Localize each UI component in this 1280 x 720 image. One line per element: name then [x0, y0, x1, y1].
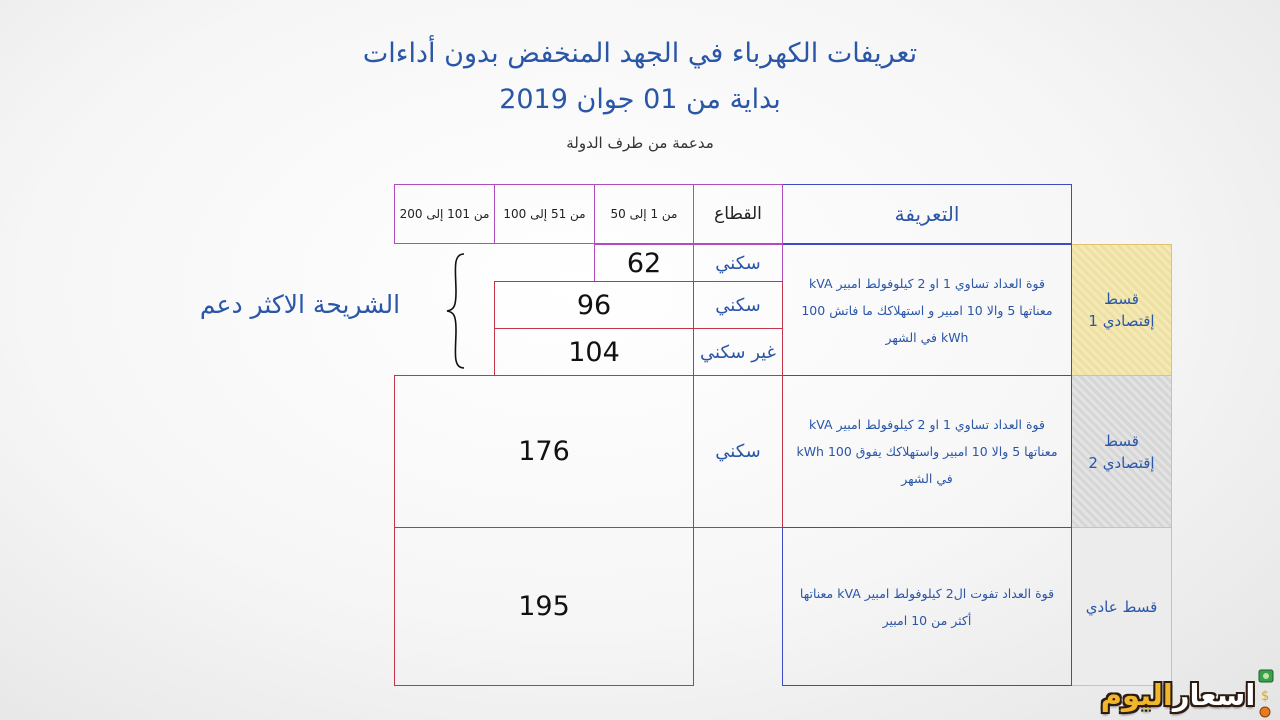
tier-2-sector: سكني	[693, 375, 783, 528]
page-title: تعريفات الكهرباء في الجهد المنخفض بدون أداءات	[362, 38, 918, 69]
tier-1-label: قسط إقتصادي 1	[1071, 244, 1172, 376]
logo-text	[1080, 672, 1270, 718]
header-range-101-200: من 101 إلى 200	[394, 184, 495, 244]
header-range-51-100: من 51 إلى 100	[494, 184, 595, 244]
site-logo	[1080, 668, 1280, 720]
tier-3-price: 195	[394, 527, 694, 686]
page-subtitle-subsidized: مدعمة من طرف الدولة	[566, 134, 714, 152]
tier-3-definition: قوة العداد تفوت ال2 كيلوفولط امبير kVA معناتها أكثر من 10 امبير	[782, 527, 1072, 686]
curly-brace-icon	[444, 252, 468, 370]
page-subtitle-date: بداية من 01 جوان 2019	[499, 84, 781, 115]
header-sector: القطاع	[693, 184, 783, 244]
header-definition: التعريفة	[782, 184, 1072, 244]
tier-1-row-2-price: 96	[494, 281, 694, 329]
tier-3-label: قسط عادي	[1071, 527, 1172, 686]
tier-1-row-3-sector: غير سكني	[693, 328, 783, 376]
svg-text:$: $	[1261, 689, 1270, 704]
tier-1-row-2-sector: سكني	[693, 281, 783, 329]
logo-part-2: اليوم	[1100, 678, 1173, 712]
subsidy-note: الشريحة الاكثر دعم	[199, 290, 401, 319]
tier-1-row-1-sector: سكني	[693, 244, 783, 282]
tier-2-price: 176	[394, 375, 694, 528]
tier-2-definition: قوة العداد تساوي 1 او 2 كيلوفولط امبير kVA معناتها 5 والا 10 امبير واستهلاكك يفوق 100 kWh في الشهر	[782, 375, 1072, 528]
tier-1-row-1-price: 62	[594, 244, 694, 282]
money-icon	[1256, 668, 1278, 718]
tier-1-row-3-price: 104	[494, 328, 694, 376]
logo-part-1: اسعار	[1172, 678, 1256, 712]
tier-1-definition: قوة العداد تساوي 1 او 2 كيلوفولط امبير kVA معناتها 5 والا 10 امبير و استهلاكك ما فاتش 100 kWh في الشهر	[782, 244, 1072, 376]
header-range-1-50: من 1 إلى 50	[594, 184, 694, 244]
tier-2-label: قسط إقتصادي 2	[1071, 375, 1172, 528]
